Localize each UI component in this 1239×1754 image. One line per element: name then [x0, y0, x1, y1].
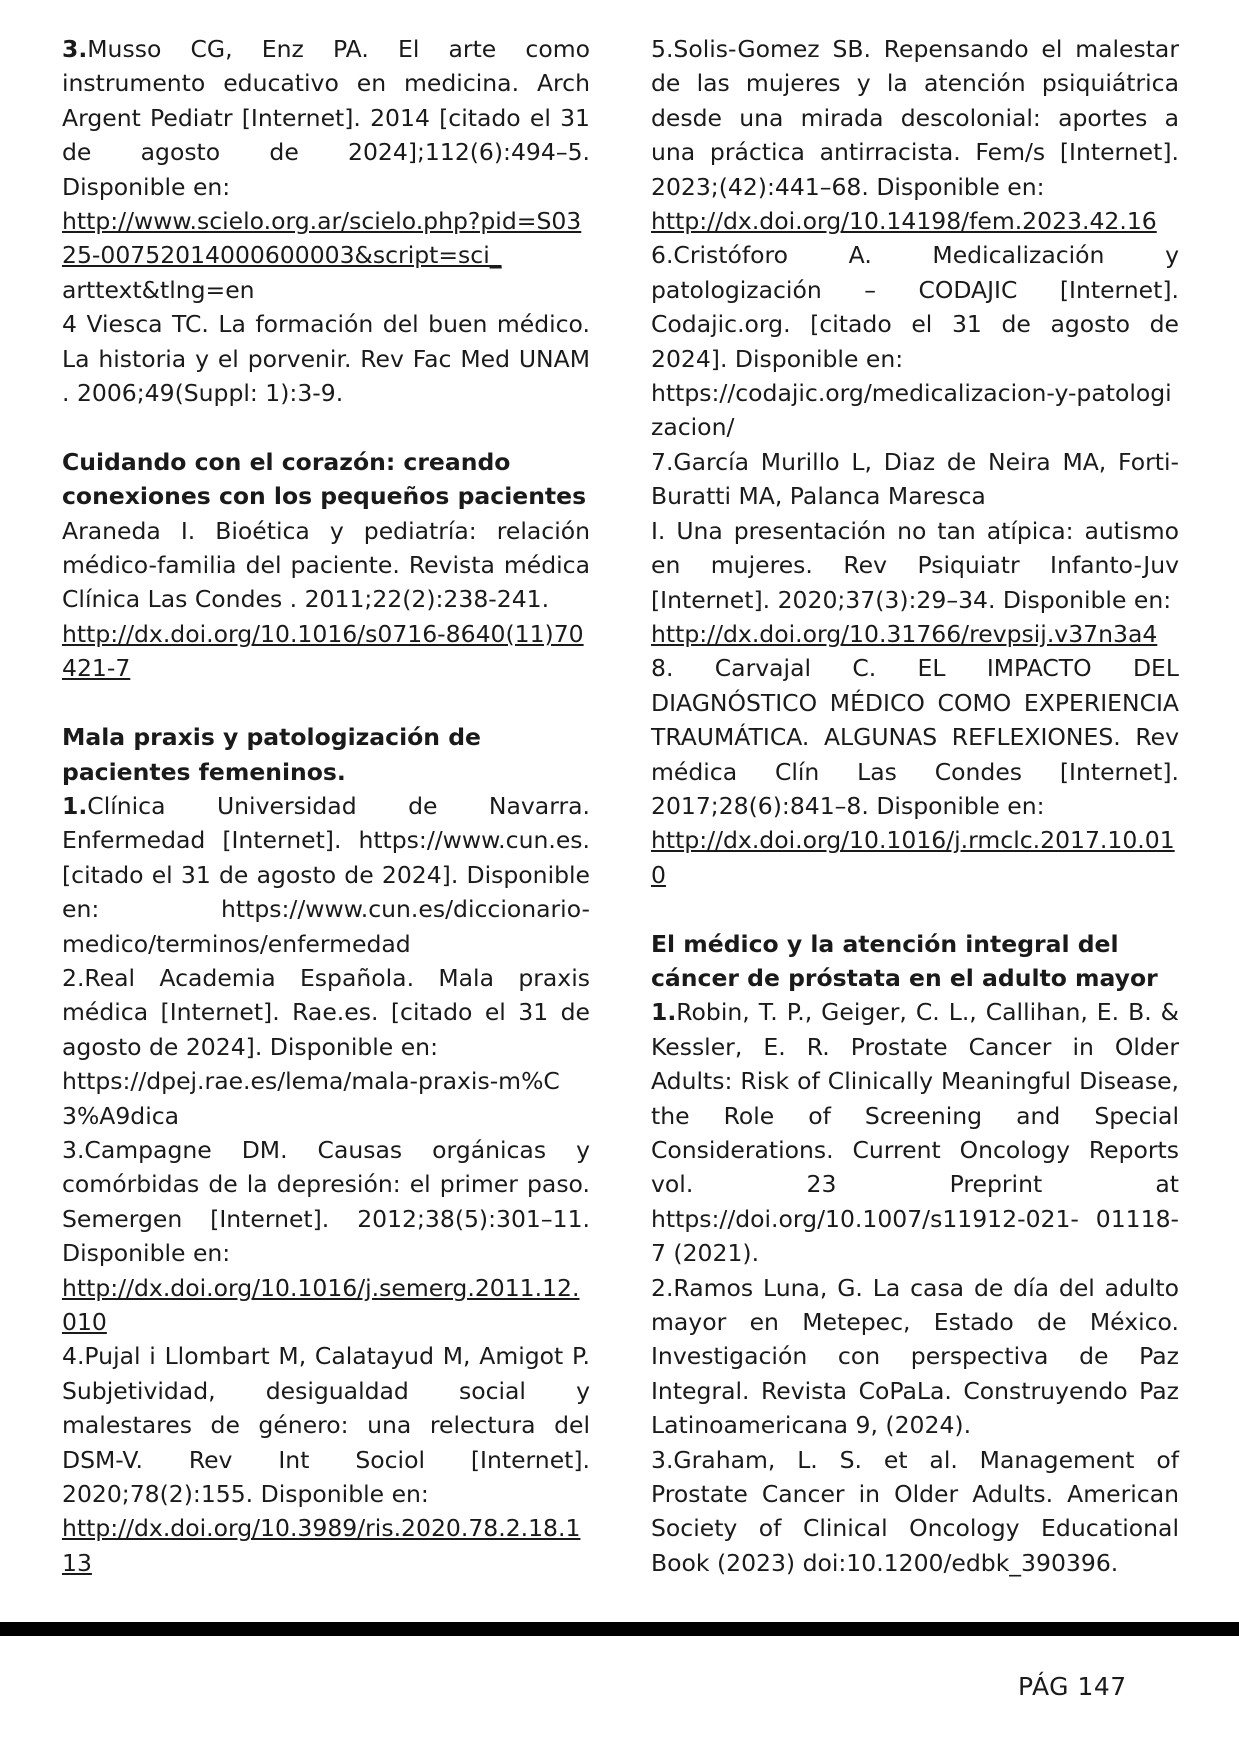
- reference-text: Musso CG, Enz PA. El arte como instrumento educativo en medicina. Arch Argent Pediatr [Internet]. 2014 [citado el 31 de agosto de 2024];112(6):494–5. Disponible en:: [62, 35, 590, 201]
- reference-link[interactable]: http://dx.doi.org/10.1016/j.semerg.2011.12.010: [62, 1273, 580, 1336]
- section-heading: El médico y la atención integral del cáncer de próstata en el adulto mayor: [651, 929, 1158, 992]
- paragraph-gap: [651, 892, 1179, 926]
- reference-entry: [62, 789, 590, 961]
- reference-entry: 6.Cristóforo A. Medicalización y patologización – CODAJIC [Internet]. Codajic.org. [citado el 31 de agosto de 2024]. Disponible en:: [651, 241, 1179, 373]
- reference-link-line: [651, 617, 1179, 651]
- reference-entry: [62, 32, 590, 204]
- reference-link[interactable]: http://dx.doi.org/10.31766/revpsij.v37n3a4: [651, 619, 1158, 648]
- reference-entry: 7.García Murillo L, Diaz de Neira MA, Forti-Buratti MA, Palanca Maresca: [651, 447, 1179, 511]
- reference-link[interactable]: http://dx.doi.org/10.1016/j.rmclc.2017.10.010: [651, 826, 1175, 889]
- reference-entry: 3.Campagne DM. Causas orgánicas y comórbidas de la depresión: el primer paso. Semergen [Internet]. 2012;38(5):301–11. Disponible en:: [62, 1135, 590, 1268]
- reference-text: Robin, T. P., Geiger, C. L., Callihan, E. B. & Kessler, E. R. Prostate Cancer in Older Adults: Risk of Clinically Meaningful Disease, the Role of Screening and Special Considerations. Current Oncology Reports vol. 23 Preprint at https://doi.org/10.1007/s11912-021- 01118-7 (2021).: [651, 998, 1179, 1268]
- reference-link[interactable]: http://dx.doi.org/10.1016/s0716-8640(11)70421-7: [62, 619, 584, 683]
- reference-entry: 5.Solis-Gomez SB. Repensando el malestar de las mujeres y la atención psiquiátrica desde una mirada descolonial: aportes a una práctica antirracista. Fem/s [Internet]. 2023;(42):441–68. Disponible en:: [651, 35, 1179, 201]
- reference-entry: I. Una presentación no tan atípica: autismo en mujeres. Rev Psiquiatr Infanto-Juv [Internet]. 2020;37(3):29–34. Disponible en:: [651, 516, 1179, 614]
- footer-bar: [0, 1622, 1239, 1636]
- reference-link-line: [62, 204, 590, 273]
- reference-link-line: [651, 204, 1179, 238]
- reference-number: 1.: [62, 791, 88, 820]
- reference-link-line: [62, 1511, 590, 1580]
- reference-link[interactable]: http://www.scielo.org.ar/scielo.php?pid=S0325-00752014000600003&script=sci_: [62, 207, 582, 270]
- reference-entry: [651, 995, 1179, 1270]
- paragraph-gap: [62, 686, 590, 720]
- reference-number: 3.: [62, 35, 88, 63]
- section-heading: Cuidando con el corazón: creando conexiones con los pequeños pacientes: [62, 447, 587, 511]
- reference-link[interactable]: http://dx.doi.org/10.3989/ris.2020.78.2.18.113: [62, 1514, 581, 1577]
- reference-link[interactable]: http://dx.doi.org/10.14198/fem.2023.42.16: [651, 207, 1157, 236]
- reference-link-line: [62, 617, 590, 686]
- reference-entry: 4.Pujal i Llombart M, Calatayud M, Amigot P. Subjetividad, desigualdad social y malestares de género: una relectura del DSM-V. Rev Int Sociol [Internet]. 2020;78(2):155. Disponible en:: [62, 1342, 590, 1509]
- reference-entry: 2.Real Academia Española. Mala praxis médica [Internet]. Rae.es. [citado el 31 de agosto de 2024]. Disponible en:: [62, 963, 590, 1061]
- reference-entry: 8. Carvajal C. EL IMPACTO DEL DIAGNÓSTICO MÉDICO COMO EXPERIENCIA TRAUMÁTICA. ALGUNAS REFLEXIONES. Rev médica Clín Las Condes [Internet]. 2017;28(6):841–8. Disponible en:: [651, 654, 1179, 820]
- page-number: PÁG 147: [1018, 1672, 1127, 1701]
- left-column: [62, 32, 590, 1580]
- reference-link-line: [62, 1271, 590, 1340]
- reference-entry: 2.Ramos Luna, G. La casa de día del adulto mayor en Metepec, Estado de México. Investigación con perspectiva de Paz Integral. Revista CoPaLa. Construyendo Paz Latinoamericana 9, (2024).: [651, 1273, 1179, 1440]
- reference-number: 1.: [651, 998, 677, 1027]
- reference-url: arttext&tlng=en: [62, 275, 255, 304]
- reference-url: https://codajic.org/medicalizacion-y-patologizacion/: [651, 379, 1172, 442]
- paragraph-gap: [62, 410, 590, 444]
- reference-entry: 4 Viesca TC. La formación del buen médico. La historia y el porvenir. Rev Fac Med UNAM . 2006;49(Suppl: 1):3-9.: [62, 310, 590, 408]
- reference-entry: 3.Graham, L. S. et al. Management of Prostate Cancer in Older Adults. American Society of Clinical Oncology Educational Book (2023) doi:10.1200/edbk_390396.: [651, 1445, 1179, 1577]
- reference-entry: Araneda I. Bioética y pediatría: relación médico-familia del paciente. Revista médica Clínica Las Condes . 2011;22(2):238-241.: [62, 516, 590, 614]
- reference-url: https://dpej.rae.es/lema/mala-praxis-m%C3%A9dica: [62, 1067, 560, 1130]
- section-heading: Mala praxis y patologización de pacientes femeninos.: [62, 723, 481, 786]
- reference-text: Clínica Universidad de Navarra. Enfermedad [Internet]. https://www.cun.es. [citado el 31 de agosto de 2024]. Disponible en: https://www.cun.es/diccionario-medico/terminos/enfermedad: [62, 791, 590, 958]
- right-column: [651, 32, 1179, 1580]
- reference-link-line: [651, 823, 1179, 892]
